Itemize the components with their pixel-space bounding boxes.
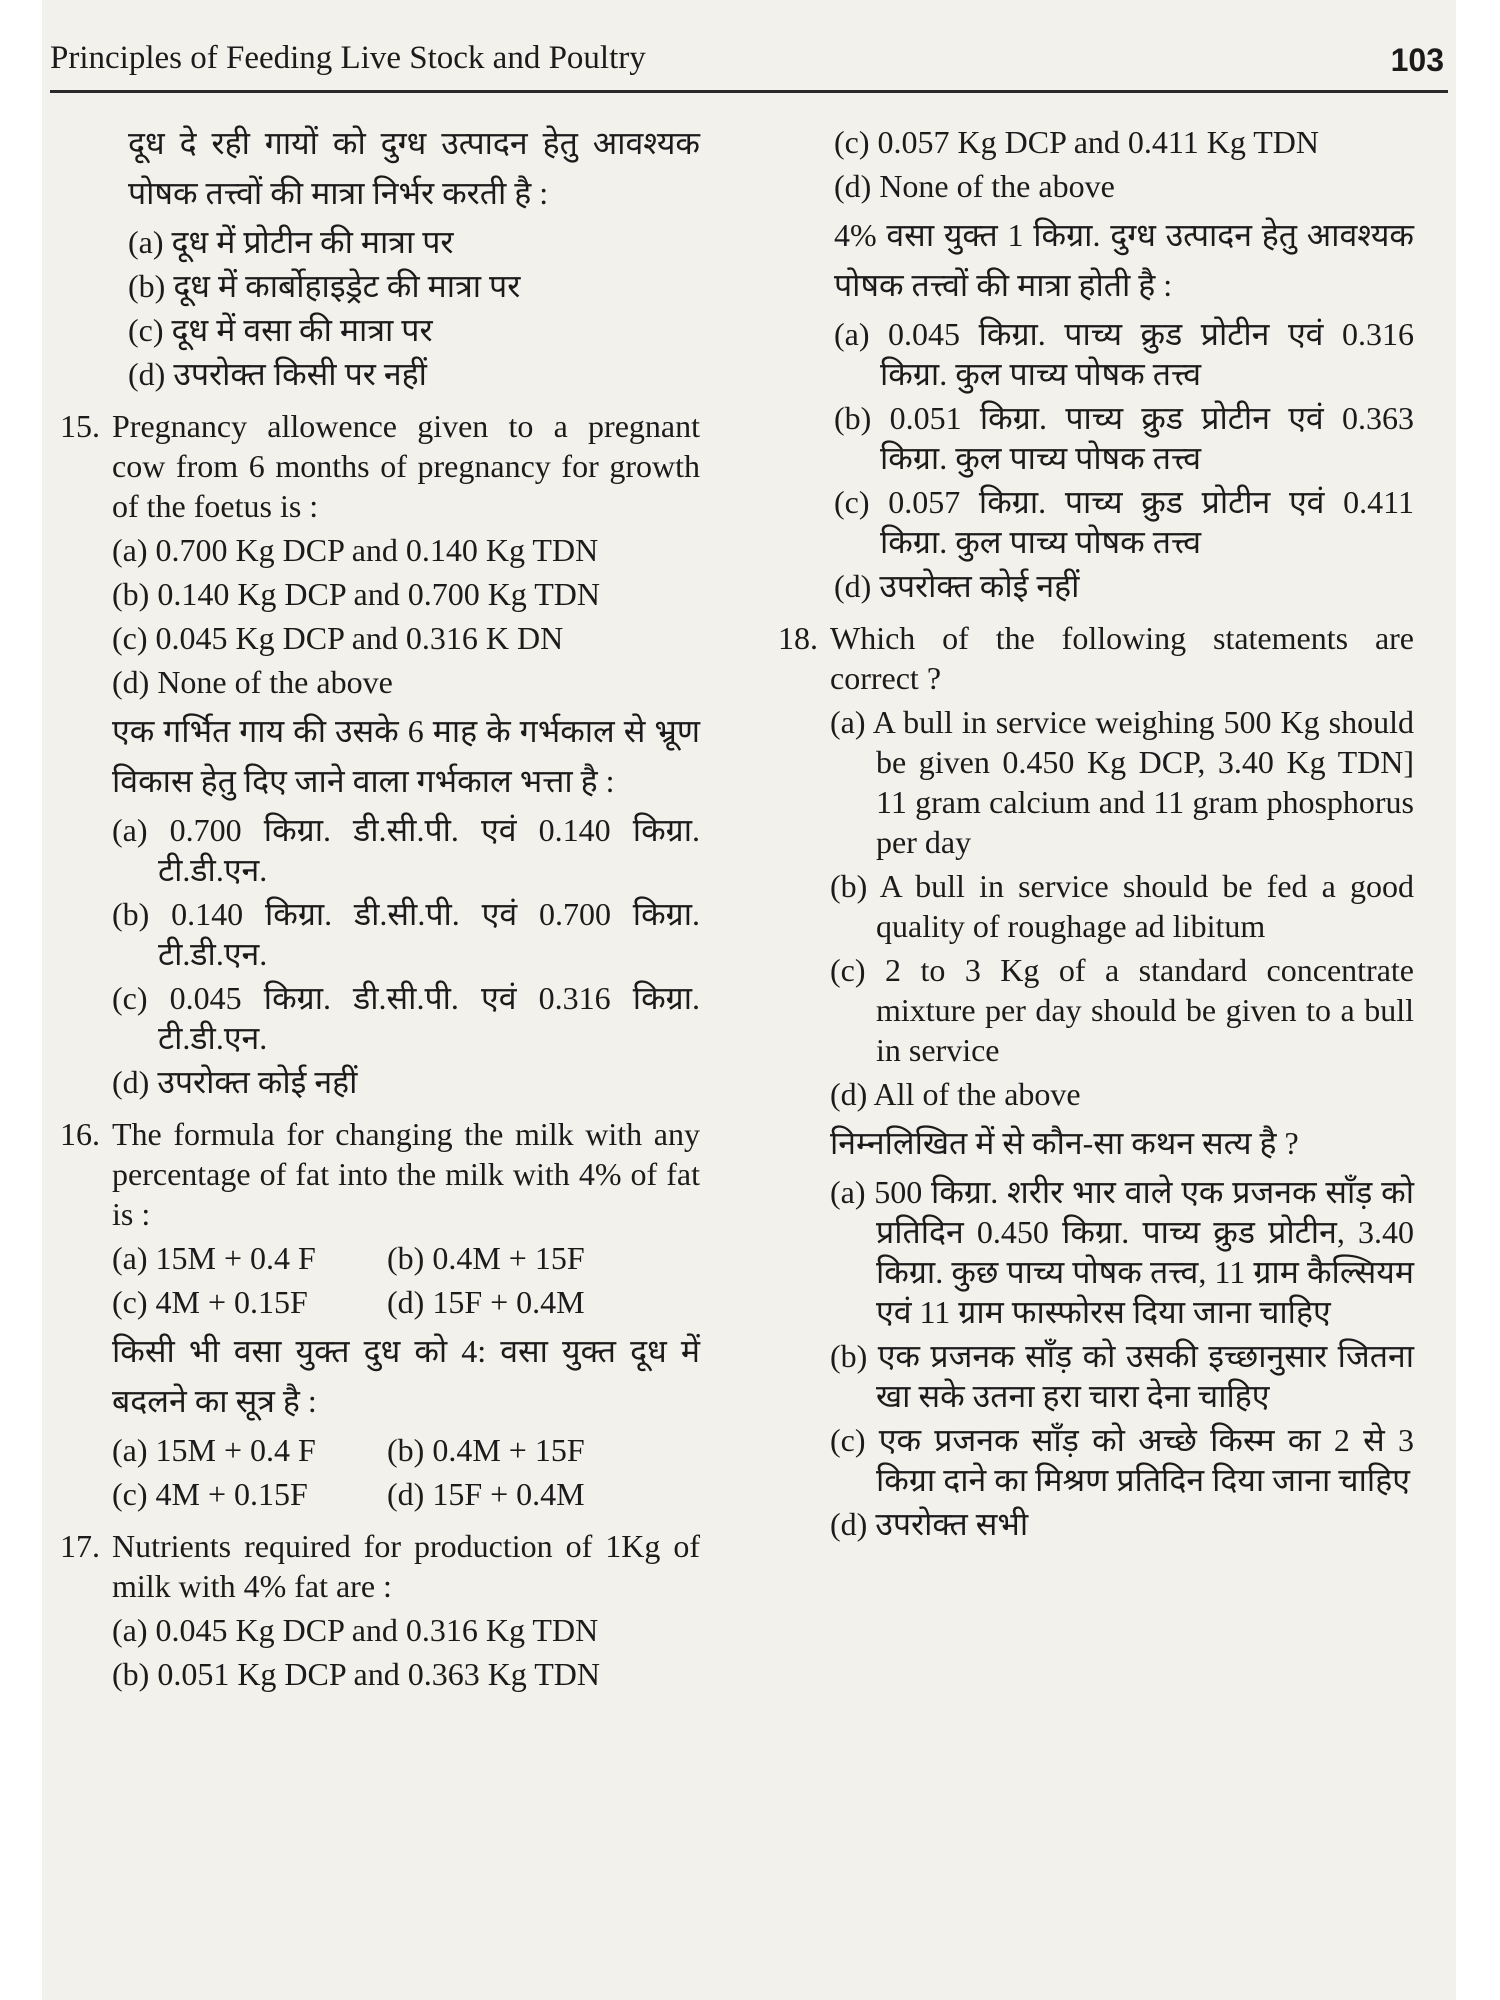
q18-english-option-a: (a) A bull in service weighing 500 Kg should be given 0.450 Kg DCP, 3.40 Kg TDN] 11 gram calcium and 11 gram phosphorus per day	[830, 704, 1414, 860]
q18-hindi-option-b: (b) एक प्रजनक साँड़ को उसकी इच्छानुसार जितना खा सके उतना हरा चारा देना चाहिए	[830, 1338, 1414, 1414]
header-title: Principles of Feeding Live Stock and Poultry	[50, 40, 646, 76]
q17-english-option-c: (c) 0.057 Kg DCP and 0.411 Kg TDN	[834, 124, 1319, 160]
q17-english-option-a: (a) 0.045 Kg DCP and 0.316 Kg TDN	[112, 1612, 599, 1648]
q17-continued	[834, 122, 1414, 606]
q15-hindi-option-a: (a) 0.700 किग्रा. डी.सी.पी. एवं 0.140 किग्रा. टी.डी.एन.	[112, 812, 700, 888]
q15-english-option-b: (b) 0.140 Kg DCP and 0.700 Kg TDN	[112, 576, 600, 612]
q14-hindi-option-d: (d) उपरोक्त किसी पर नहीं	[128, 356, 427, 392]
q16-hindi-option-b: (b) 0.4M + 15F	[387, 1432, 585, 1468]
q14-hindi-text: दूध दे रही गायों को दुग्ध उत्पादन हेतु आवश्यक पोषक तत्त्वों की मात्रा निर्भर करती है :	[128, 125, 700, 211]
q16-question	[60, 1114, 700, 1234]
q16-hindi-text: किसी भी वसा युक्त दुध को 4: वसा युक्त दूध में बदलने का सूत्र है :	[112, 1333, 700, 1419]
q16-english-options-row-2	[112, 1282, 700, 1322]
q15-number: 15.	[60, 408, 100, 444]
q16-english-text: The formula for changing the milk with any percentage of fat into the milk with 4% of fat is :	[112, 1116, 700, 1232]
q16-english-option-d: (d) 15F + 0.4M	[387, 1284, 585, 1320]
page-number: 103	[1390, 42, 1444, 78]
q16-english-options-row-1	[112, 1238, 700, 1278]
q17-hindi-option-b: (b) 0.051 किग्रा. पाच्य क्रुड प्रोटीन एवं 0.363 किग्रा. कुल पाच्य पोषक तत्त्व	[834, 400, 1414, 476]
q17-hindi-option-d: (d) उपरोक्त कोई नहीं	[834, 568, 1080, 604]
q16-options	[112, 1238, 700, 1514]
q15-hindi-option-c: (c) 0.045 किग्रा. डी.सी.पी. एवं 0.316 किग्रा. टी.डी.एन.	[112, 980, 700, 1056]
q17-hindi-option-c: (c) 0.057 किग्रा. पाच्य क्रुड प्रोटीन एवं 0.411 किग्रा. कुल पाच्य पोषक तत्त्व	[834, 484, 1414, 560]
q14-hindi-block	[128, 118, 700, 394]
q14-hindi-option-a: (a) दूध में प्रोटीन की मात्रा पर	[128, 224, 454, 260]
q18-english-option-d: (d) All of the above	[830, 1076, 1081, 1112]
q16-number: 16.	[60, 1116, 100, 1152]
q16-english-option-c: (c) 4M + 0.15F	[112, 1284, 308, 1320]
left-column	[60, 118, 700, 1698]
running-header	[50, 38, 1448, 93]
q18-hindi-text: निम्नलिखित में से कौन-सा कथन सत्य है ?	[830, 1125, 1299, 1161]
q14-hindi-option-b: (b) दूध में कार्बोहाइड्रेट की मात्रा पर	[128, 268, 521, 304]
q16-english-option-b: (b) 0.4M + 15F	[387, 1240, 585, 1276]
right-column	[778, 118, 1414, 1548]
q15-hindi-text: एक गर्भित गाय की उसके 6 माह के गर्भकाल से भ्रूण विकास हेतु दिए जाने वाला गर्भकाल भत्ता है :	[112, 713, 700, 799]
q15-hindi-option-d: (d) उपरोक्त कोई नहीं	[112, 1064, 358, 1100]
q17-hindi-text: 4% वसा युक्त 1 किग्रा. दुग्ध उत्पादन हेतु आवश्यक पोषक तत्त्वों की मात्रा होती है :	[834, 217, 1414, 303]
q16-english-option-a: (a) 15M + 0.4 F	[112, 1240, 316, 1276]
q17-english-options	[112, 1610, 700, 1694]
q18-question	[778, 618, 1414, 698]
q17-english-option-b: (b) 0.051 Kg DCP and 0.363 Kg TDN	[112, 1656, 600, 1692]
q18-number: 18.	[778, 620, 818, 656]
q18-hindi-option-d: (d) उपरोक्त सभी	[830, 1506, 1029, 1542]
q17-number: 17.	[60, 1528, 100, 1564]
q16-hindi-option-a: (a) 15M + 0.4 F	[112, 1432, 316, 1468]
q15-english-option-c: (c) 0.045 Kg DCP and 0.316 K DN	[112, 620, 564, 656]
q15-english-option-a: (a) 0.700 Kg DCP and 0.140 Kg TDN	[112, 532, 599, 568]
q18-options	[830, 702, 1414, 1544]
q18-english-text: Which of the following statements are correct ?	[830, 620, 1414, 696]
q18-english-option-c: (c) 2 to 3 Kg of a standard concentrate mixture per day should be given to a bull in service	[830, 952, 1414, 1068]
q18-hindi-option-a: (a) 500 किग्रा. शरीर भार वाले एक प्रजनक साँड़ को प्रतिदिन 0.450 किग्रा. पाच्य क्रुड प्रोटीन, 3.40 किग्रा. कुछ पाच्य पोषक तत्त्व, 11 ग्राम कैल्सियम एवं 11 ग्राम फास्फोरस दिया जाना चाहिए	[830, 1174, 1414, 1330]
q15-english-options	[112, 530, 700, 1102]
q15-hindi-option-b: (b) 0.140 किग्रा. डी.सी.पी. एवं 0.700 किग्रा. टी.डी.एन.	[112, 896, 700, 972]
q17-question	[60, 1526, 700, 1606]
q17-hindi-option-a: (a) 0.045 किग्रा. पाच्य क्रुड प्रोटीन एवं 0.316 किग्रा. कुल पाच्य पोषक तत्त्व	[834, 316, 1414, 392]
q18-hindi-option-c: (c) एक प्रजनक साँड़ को अच्छे किस्म का 2 से 3 किग्रा दाने का मिश्रण प्रतिदिन दिया जाना चाहिए	[830, 1422, 1414, 1498]
q15-question	[60, 406, 700, 526]
q14-hindi-option-c: (c) दूध में वसा की मात्रा पर	[128, 312, 433, 348]
q16-hindi-options-row-2	[112, 1474, 700, 1514]
q17-english-text: Nutrients required for production of 1Kg of milk with 4% fat are :	[112, 1528, 700, 1604]
q16-hindi-options-row-1	[112, 1430, 700, 1470]
q17-english-option-d: (d) None of the above	[834, 168, 1115, 204]
q16-hindi-option-c: (c) 4M + 0.15F	[112, 1476, 308, 1512]
q18-english-option-b: (b) A bull in service should be fed a good quality of roughage ad libitum	[830, 868, 1414, 944]
q15-english-text: Pregnancy allowence given to a pregnant cow from 6 months of pregnancy for growth of the foetus is :	[112, 408, 700, 524]
q16-hindi-option-d: (d) 15F + 0.4M	[387, 1476, 585, 1512]
q15-english-option-d: (d) None of the above	[112, 664, 393, 700]
